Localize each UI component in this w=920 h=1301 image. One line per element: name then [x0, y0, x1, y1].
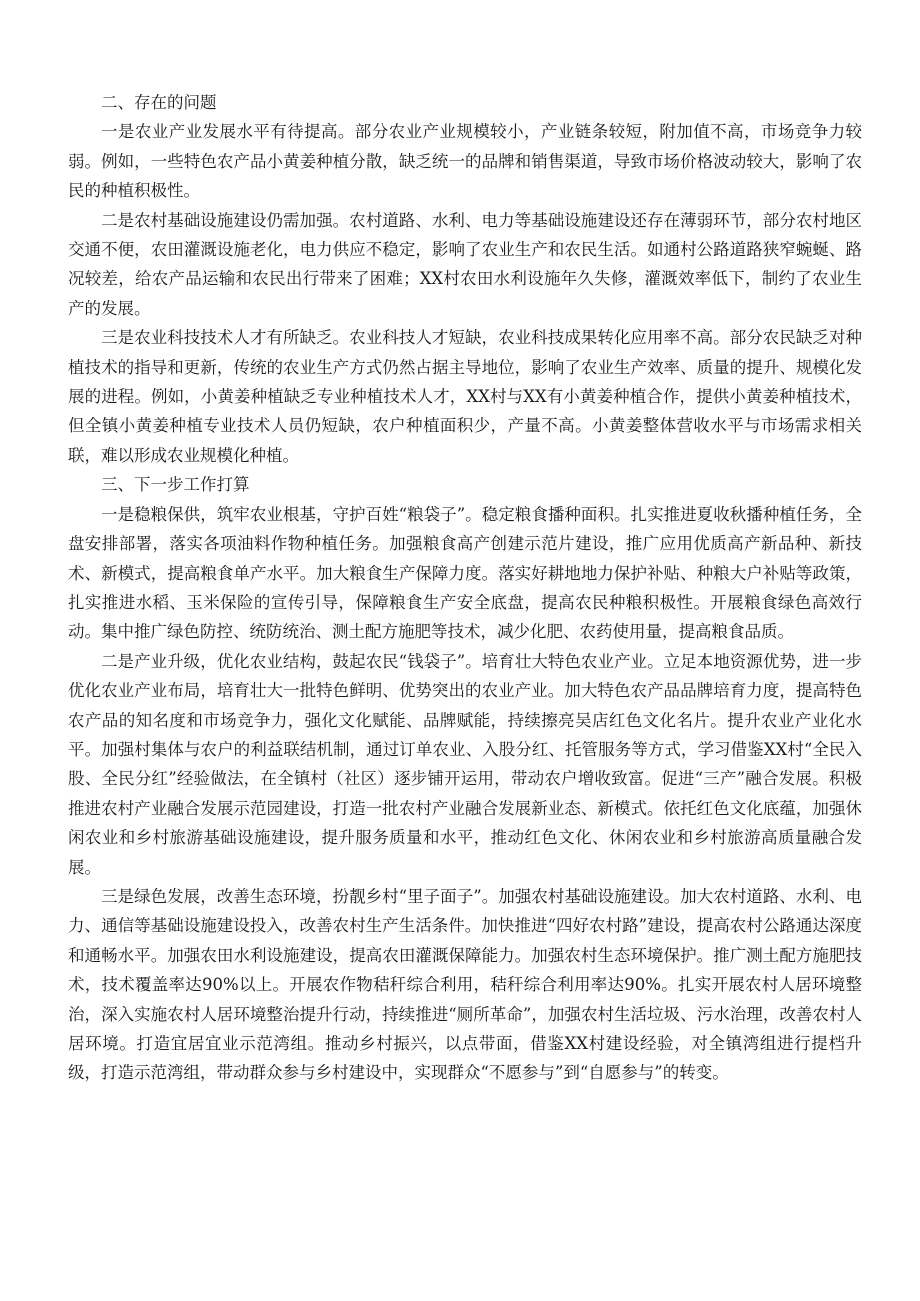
section-heading-plans: 三、下一步工作打算 [101, 475, 250, 495]
plan-paragraph-2: 二是产业升级，优化农业结构，鼓起农民“钱袋子”。培育壮大特色农业产业。立足本地资源优势，进一步优化农业产业布局，培育壮大一批特色鲜明、优势突出的农业产业。加大特色农产品品牌培育力度，提高特色农产品的知名度和市场竞争力，强化文化赋能、品牌赋能，持续擦亮吴店红色文化名片。提升农业产业化水平。加强村集体与农户的利益联结机制，通过订单农业、入股分红、托管服务等方式，学习借鉴XX村“全民入股、全民分红”经验做法，在全镇村（社区）逐步铺开运用，带动农户增收致富。促进“三产”融合发展。积极推进农村产业融合发展示范园建设，打造一批农村产业融合发展新业态、新模式。依托红色文化底蕴，加强休闲农业和乡村旅游基础设施建设，提升服务质量和水平，推动红色文化、休闲农业和乡村旅游高质量融合发展。 [68, 651, 862, 877]
problem-paragraph-2: 二是农村基础设施建设仍需加强。农村道路、水利、电力等基础设施建设还存在薄弱环节，部分农村地区交通不便，农田灌溉设施老化，电力供应不稳定，影响了农业生产和农民生活。如通村公路道路狭窄蜿蜒、路况较差，给农产品运输和农民出行带来了困难；XX村农田水利设施年久失修，灌溉效率低下，制约了农业生产的发展。 [68, 210, 862, 318]
problem-paragraph-3: 三是农业科技技术人才有所缺乏。农业科技人才短缺，农业科技成果转化应用率不高。部分农民缺乏对种植技术的指导和更新，传统的农业生产方式仍然占据主导地位，影响了农业生产效率、质量的提升、规模化发展的进程。例如，小黄姜种植缺乏专业种植技术人才，XX村与XX有小黄姜种植合作，提供小黄姜种植技术，但全镇小黄姜种植专业技术人员仍短缺，农户种植面积少，产量不高。小黄姜整体营收水平与市场需求相关联，难以形成农业规模化种植。 [68, 328, 862, 465]
plan-paragraph-1: 一是稳粮保供，筑牢农业根基，守护百姓“粮袋子”。稳定粮食播种面积。扎实推进夏收秋播种植任务，全盘安排部署，落实各项油料作物种植任务。加强粮食高产创建示范片建设，推广应用优质高产新品种、新技术、新模式，提高粮食单产水平。加大粮食生产保障力度。落实好耕地地力保护补贴、种粮大户补贴等政策，扎实推进水稻、玉米保险的宣传引导，保障粮食生产安全底盘，提高农民种粮积极性。开展粮食绿色高效行动。集中推广绿色防控、统防统治、测土配方施肥等技术，减少化肥、农药使用量，提高粮食品质。 [68, 504, 862, 642]
document-body [68, 88, 862, 1088]
section-heading-problems: 二、存在的问题 [101, 93, 217, 112]
problem-paragraph-1: 一是农业产业发展水平有待提高。部分农业产业规模较小，产业链条较短，附加值不高，市场竞争力较弱。例如，一些特色农产品小黄姜种植分散，缺乏统一的品牌和销售渠道，导致市场价格波动较大，影响了农民的种植积极性。 [68, 122, 862, 201]
plan-paragraph-3: 三是绿色发展，改善生态环境，扮靓乡村“里子面子”。加强农村基础设施建设。加大农村道路、水利、电力、通信等基础设施建设投入，改善农村生产生活条件。加快推进“四好农村路”建设，提高农村公路通达深度和通畅水平。加强农田水利设施建设，提高农田灌溉保障能力。加强农村生态环境保护。推广测土配方施肥技术，技术覆盖率达90%以上。开展农作物秸秆综合利用，秸秆综合利用率达90%。扎实开展农村人居环境整治，深入实施农村人居环境整治提升行动，持续推进“厕所革命”，加强农村生活垃圾、污水治理，改善农村人居环境。打造宜居宜业示范湾组。推动乡村振兴，以点带面，借鉴XX村建设经验，对全镇湾组进行提档升级，打造示范湾组，带动群众参与乡村建设中，实现群众“不愿参与”到“自愿参与”的转变。 [68, 886, 862, 1083]
